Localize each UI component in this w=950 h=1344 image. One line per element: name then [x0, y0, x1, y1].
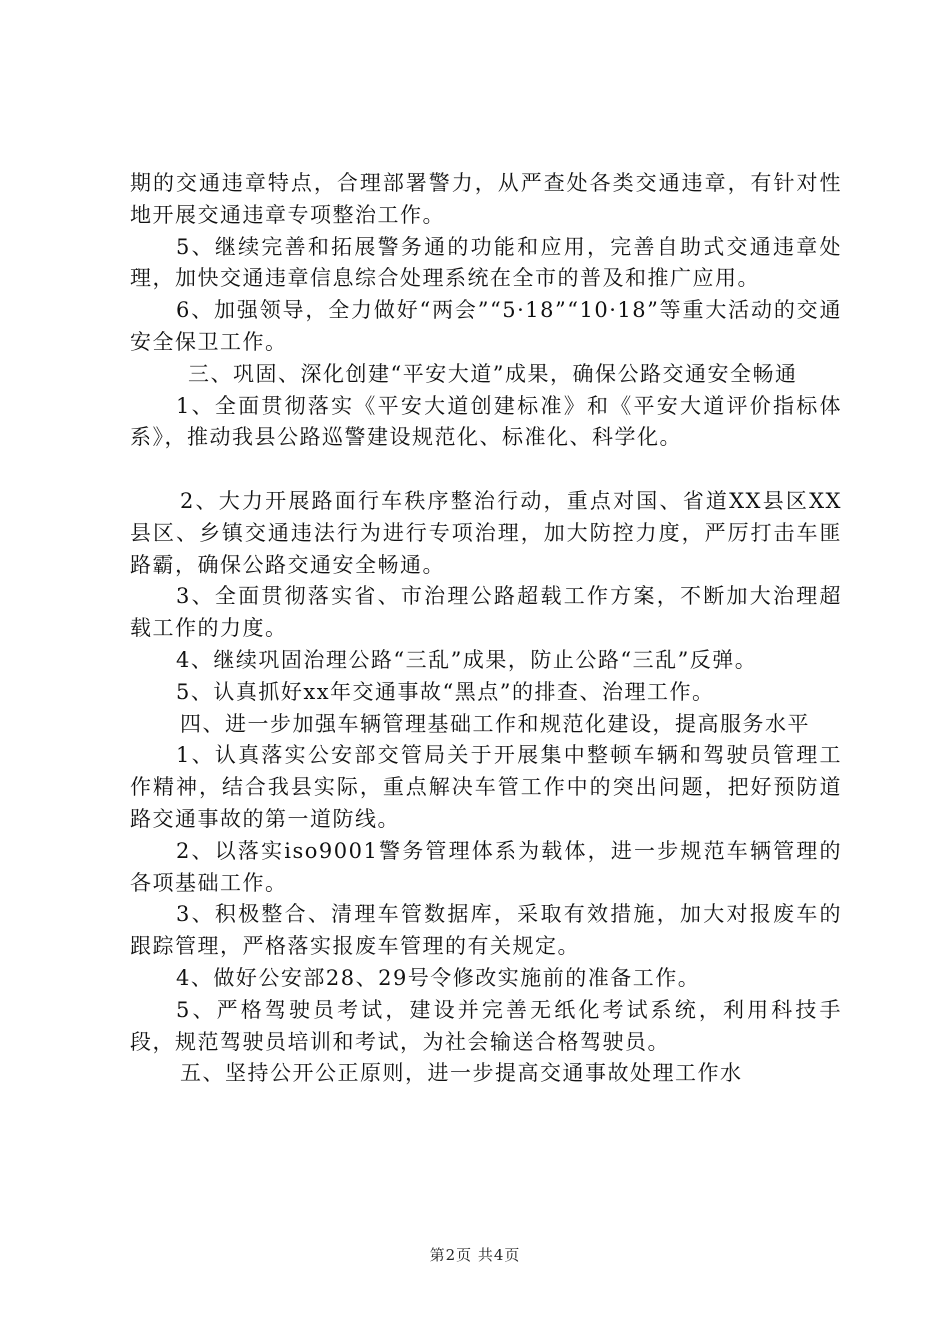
- paragraph: 6、加强领导，全力做好“两会”“5·18”“10·18”等重大活动的交通安全保卫工作。: [130, 298, 842, 354]
- section-heading: 五、坚持公开公正原则，进一步提高交通事故处理工作水: [180, 1061, 743, 1086]
- paragraph: 2、以落实iso9001警务管理体系为载体，进一步规范车辆管理的各项基础工作。: [130, 838, 842, 895]
- paragraph: 2、大力开展路面行车秩序整治行动，重点对国、省道XX县区XX县区、乡镇交通违法行为进行专项治理，加大防控力度，严厉打击车匪路霸，确保公路交通安全畅通。: [130, 488, 842, 577]
- section-heading: 三、巩固、深化创建“平安大道”成果，确保公路交通安全畅通: [188, 361, 798, 386]
- paragraph: 4、继续巩固治理公路“三乱”成果，防止公路“三乱”反弹。: [176, 647, 758, 672]
- document-body: [130, 168, 842, 1090]
- page-number-footer: 第2页 共4页: [429, 1246, 521, 1264]
- paragraph: 1、认真落实公安部交管局关于开展集中整顿车辆和驾驶员管理工作精神，结合我县实际，重点解决车管工作中的突出问题，把好预防道路交通事故的第一道防线。: [130, 743, 842, 831]
- paragraph: 3、积极整合、清理车管数据库，采取有效措施，加大对报废车的跟踪管理，严格落实报废车管理的有关规定。: [130, 902, 842, 959]
- paragraph: 5、严格驾驶员考试，建设并完善无纸化考试系统，利用科技手段，规范驾驶员培训和考试，为社会输送合格驾驶员。: [130, 997, 842, 1054]
- paragraph: 3、全面贯彻落实省、市治理公路超载工作方案，不断加大治理超载工作的力度。: [130, 584, 842, 641]
- paragraph: 期的交通违章特点，合理部署警力，从严查处各类交通违章，有针对性地开展交通违章专项整治工作。: [130, 171, 842, 227]
- section-heading: 四、进一步加强车辆管理基础工作和规范化建设，提高服务水平: [180, 711, 810, 736]
- paragraph: 5、认真抓好xx年交通事故“黑点”的排查、治理工作。: [176, 679, 715, 704]
- paragraph: 5、继续完善和拓展警务通的功能和应用，完善自助式交通违章处理，加快交通违章信息综合处理系统在全市的普及和推广应用。: [130, 234, 842, 291]
- paragraph: 4、做好公安部28、29号令修改实施前的准备工作。: [176, 965, 701, 990]
- paragraph: 1、全面贯彻落实《平安大道创建标准》和《平安大道评价指标体系》，推动我县公路巡警建设规范化、标准化、科学化。: [130, 393, 842, 450]
